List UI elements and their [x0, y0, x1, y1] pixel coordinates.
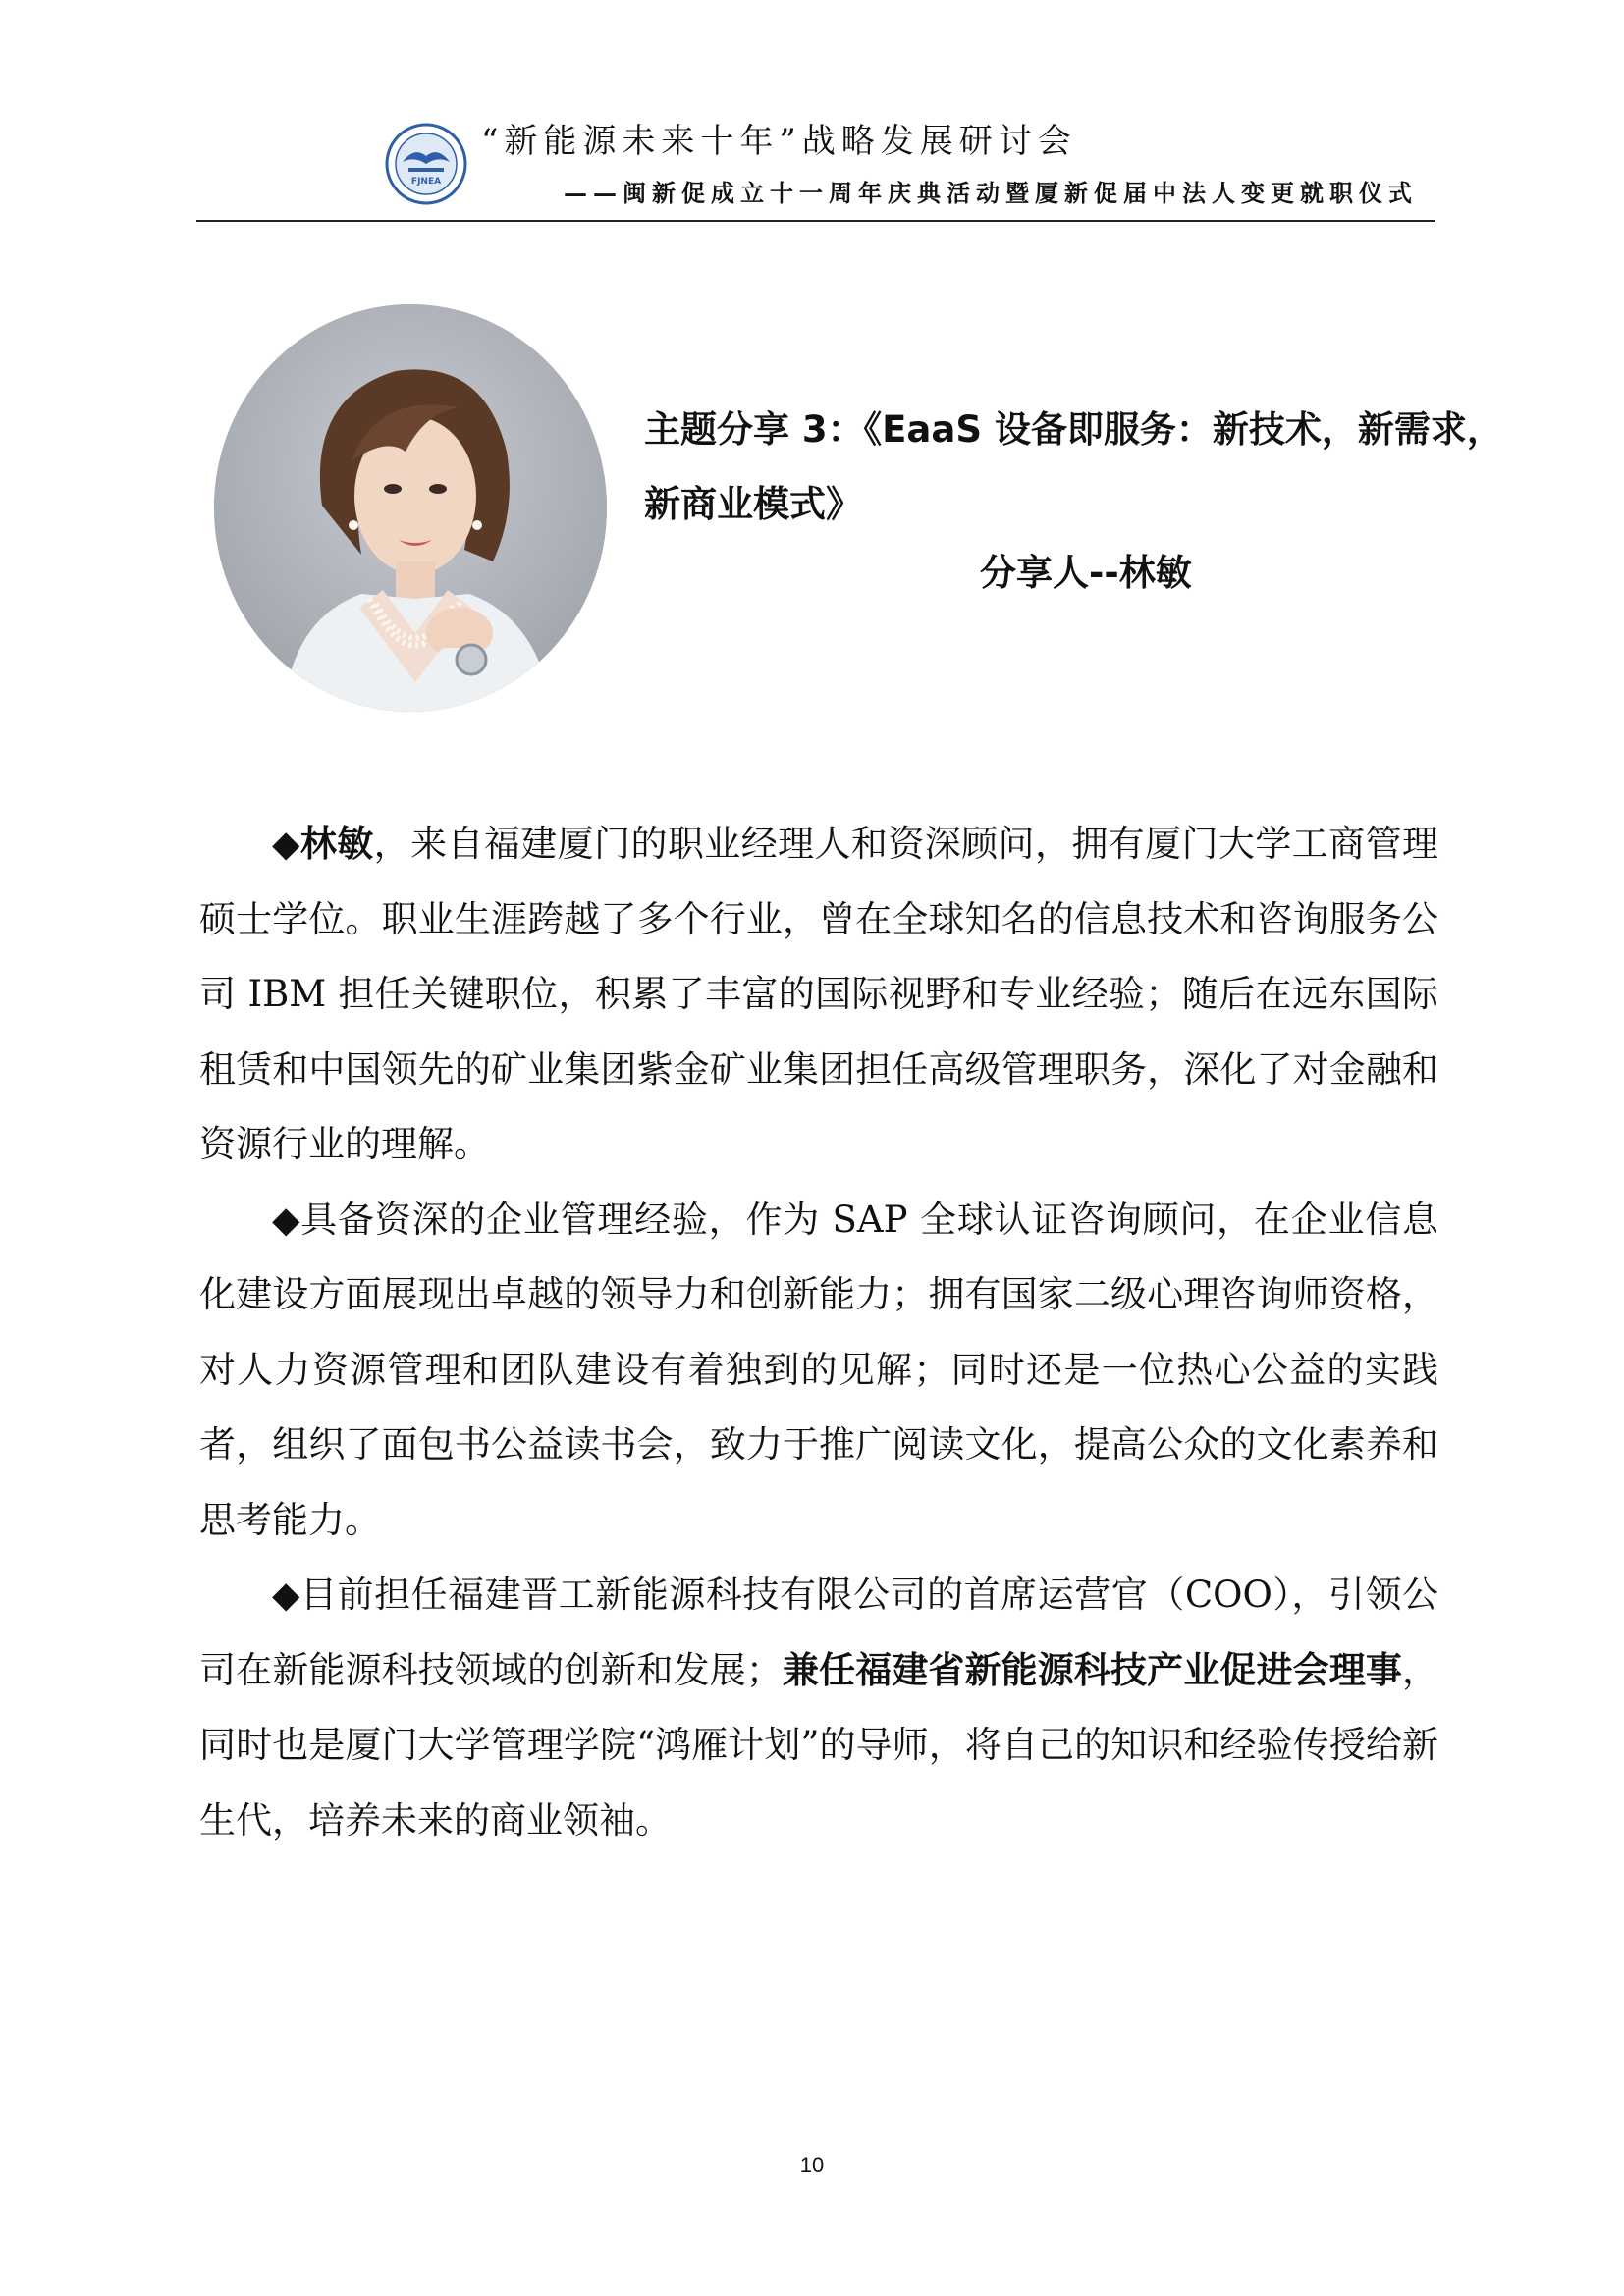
bio-paragraph-1-text: ，来自福建厦门的职业经理人和资深顾问，拥有厦门大学工商管理硕士学位。职业生涯跨越了多个行业，曾在全球知名的信息技术和咨询服务公司 IBM 担任关键职位，积累了丰富的国际视野和专业经验；随后在远东国际租赁和中国领先的矿业集团紫金矿业集团担任高级管理职务，深化了对金融和资源行业的理解。: [199, 823, 1438, 1165]
bio-paragraph-3: [199, 1558, 1438, 1858]
bio-paragraph-3-text-a: 目前担任福建晋工新能源科技有限公司的首席运营官（COO），引领公司在新能源科技领域的创新和发展；: [199, 1574, 1438, 1691]
page-header: [0, 0, 1624, 226]
association-seal-icon: [385, 123, 467, 205]
bio-name: 林敏: [299, 823, 374, 865]
presenter-name: 分享人--林敏: [980, 552, 1192, 594]
bio-paragraph-3-text-b: ，同时也是厦门大学管理学院“鸿雁计划”的导师，将自己的知识和经验传授给新生代，培养未来的商业领袖。: [199, 1648, 1439, 1842]
bio-paragraph-3-bold: 兼任福建省新能源科技产业促进会理事: [782, 1648, 1403, 1691]
diamond-bullet-icon: ◆: [272, 1198, 301, 1241]
event-title: “新能源未来十年”战略发展研讨会: [481, 122, 1077, 161]
diamond-bullet-icon: ◆: [272, 1574, 300, 1616]
topic-title-line-1: 主题分享 3：《EaaS 设备即服务：新技术，新需求，: [644, 408, 1503, 451]
topic-title-line-2: 新商业模式》: [644, 483, 862, 525]
diamond-bullet-icon: ◆: [272, 823, 300, 865]
bio-paragraph-2-text: 具备资深的企业管理经验，作为 SAP 全球认证咨询顾问，在企业信息化建设方面展现出卓越的领导力和创新能力；拥有国家二级心理咨询师资格，对人力资源管理和团队建设有着独到的见解；同时还是一位热心公益的实践者，组织了面包书公益读书会，致力于推广阅读文化，提高公众的文化素养和思考能力。: [199, 1198, 1438, 1541]
event-subtitle: ——闽新促成立十一周年庆典活动暨厦新促届中法人变更就职仪式: [564, 179, 1418, 207]
bio-paragraph-2: [199, 1183, 1438, 1559]
speaker-bio: [199, 807, 1438, 1858]
page-number: 10: [799, 2153, 825, 2177]
topic-title: [644, 393, 1528, 542]
bio-paragraph-1: [199, 807, 1438, 1183]
speaker-portrait-photo: [214, 304, 607, 712]
header-divider: [196, 220, 1435, 222]
logo-text: FJNEA: [410, 177, 442, 187]
